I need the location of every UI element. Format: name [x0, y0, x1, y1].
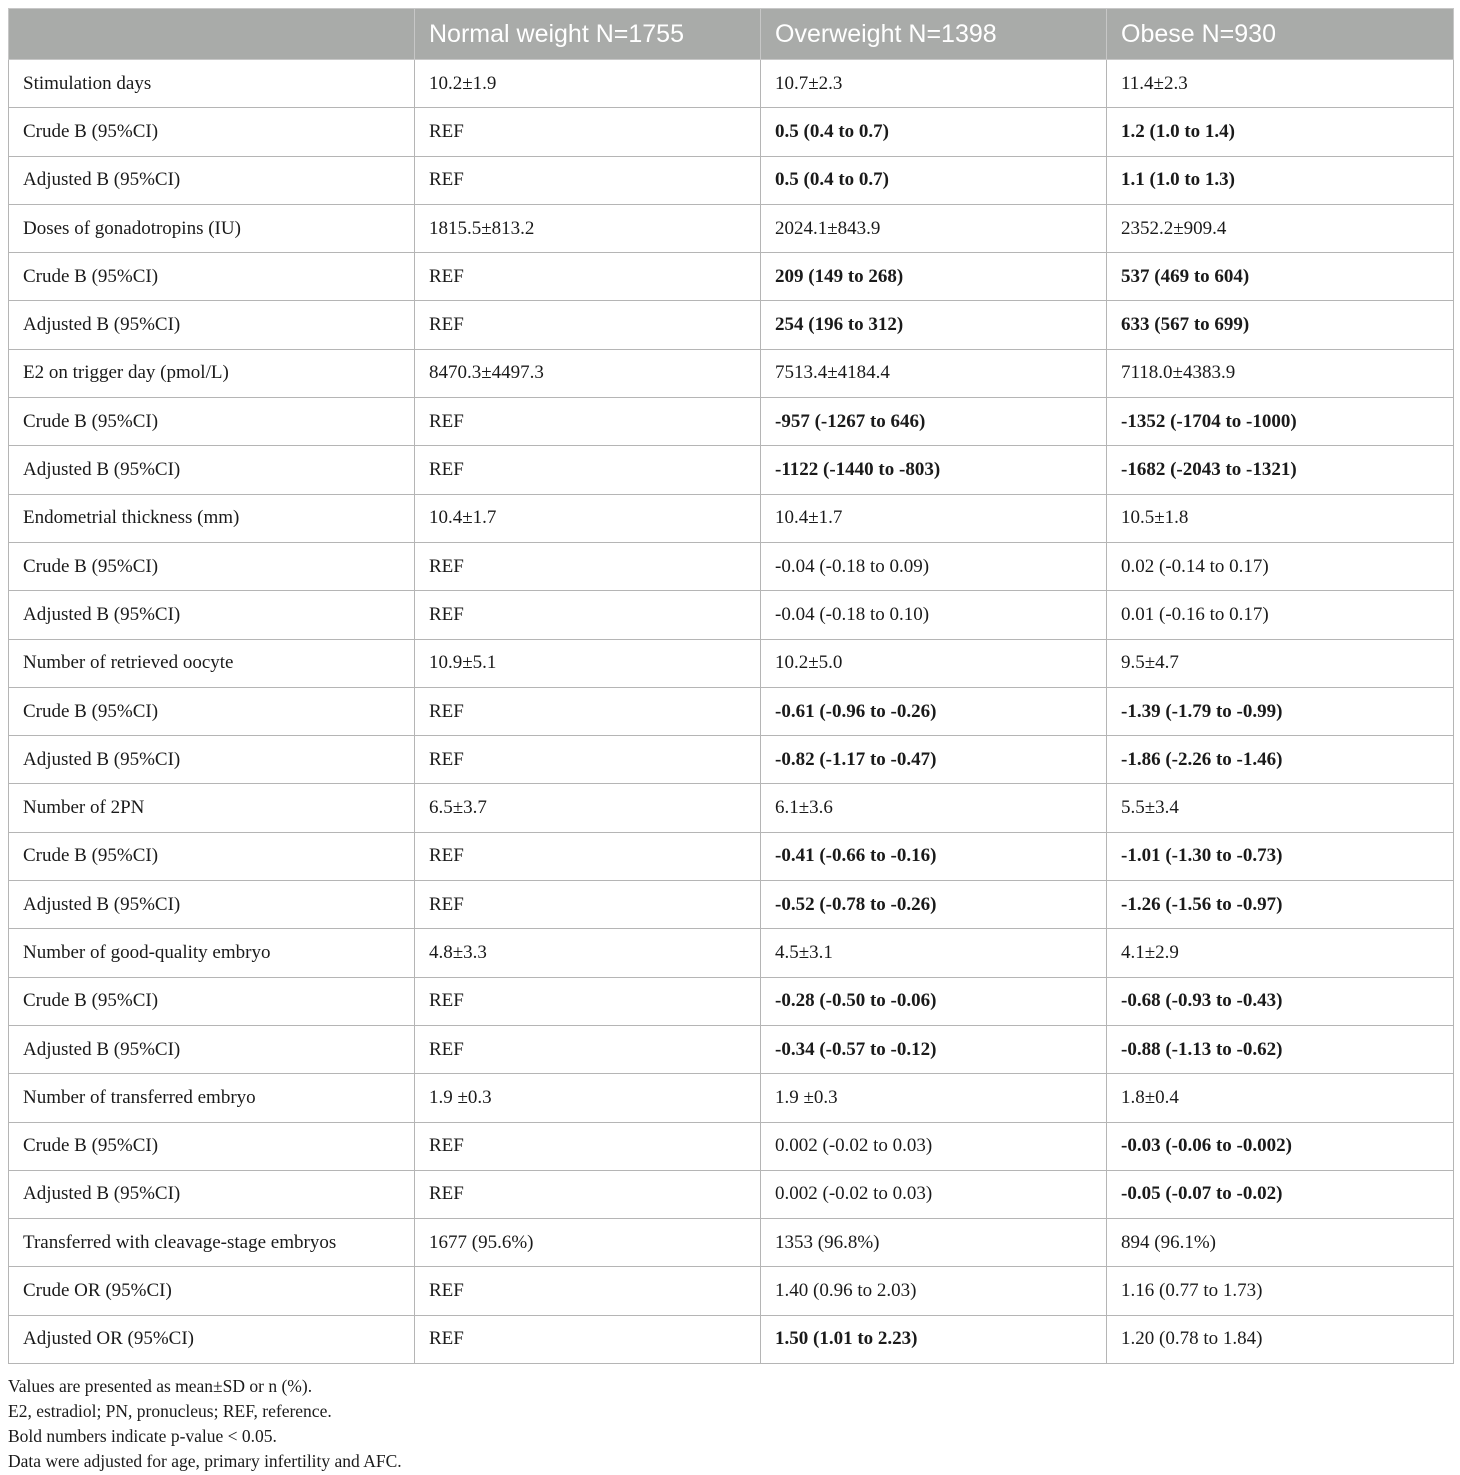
cell-overweight: 1.9 ±0.3	[761, 1074, 1107, 1122]
footnote: Data were adjusted for age, primary infertility and AFC.	[8, 1451, 402, 1472]
table-row	[9, 1315, 1454, 1363]
table-row	[9, 881, 1454, 929]
cell-overweight: -0.82 (-1.17 to -0.47)	[761, 736, 1107, 784]
cell-normal-weight: REF	[415, 1122, 761, 1170]
cell-overweight: 7513.4±4184.4	[761, 349, 1107, 397]
row-label: Crude OR (95%CI)	[9, 1267, 415, 1315]
cell-normal-weight: 1815.5±813.2	[415, 204, 761, 252]
cell-overweight: 10.4±1.7	[761, 494, 1107, 542]
row-label: Adjusted B (95%CI)	[9, 446, 415, 494]
cell-normal-weight: REF	[415, 881, 761, 929]
cell-overweight: -1122 (-1440 to -803)	[761, 446, 1107, 494]
cell-obese: -0.88 (-1.13 to -0.62)	[1107, 1025, 1454, 1073]
cell-normal-weight: 10.4±1.7	[415, 494, 761, 542]
row-label: Endometrial thickness (mm)	[9, 494, 415, 542]
cell-overweight: -0.61 (-0.96 to -0.26)	[761, 687, 1107, 735]
row-label: Number of retrieved oocyte	[9, 639, 415, 687]
cell-normal-weight: REF	[415, 1170, 761, 1218]
cell-normal-weight: 1677 (95.6%)	[415, 1219, 761, 1267]
cell-overweight: 0.002 (-0.02 to 0.03)	[761, 1122, 1107, 1170]
cell-obese: -0.05 (-0.07 to -0.02)	[1107, 1170, 1454, 1218]
table-row	[9, 494, 1454, 542]
row-label: E2 on trigger day (pmol/L)	[9, 349, 415, 397]
row-label: Crude B (95%CI)	[9, 398, 415, 446]
cell-obese: -1682 (-2043 to -1321)	[1107, 446, 1454, 494]
cell-obese: -1.01 (-1.30 to -0.73)	[1107, 832, 1454, 880]
cell-obese: -1352 (-1704 to -1000)	[1107, 398, 1454, 446]
cell-overweight: 209 (149 to 268)	[761, 253, 1107, 301]
table-row	[9, 929, 1454, 977]
table-row	[9, 1219, 1454, 1267]
table-row	[9, 1074, 1454, 1122]
row-label: Doses of gonadotropins (IU)	[9, 204, 415, 252]
cell-normal-weight: 10.9±5.1	[415, 639, 761, 687]
row-label: Stimulation days	[9, 60, 415, 108]
table-row	[9, 591, 1454, 639]
table-row	[9, 156, 1454, 204]
cell-obese: 7118.0±4383.9	[1107, 349, 1454, 397]
row-label: Adjusted B (95%CI)	[9, 736, 415, 784]
table-row	[9, 542, 1454, 590]
row-label: Transferred with cleavage-stage embryos	[9, 1219, 415, 1267]
cell-overweight: 1353 (96.8%)	[761, 1219, 1107, 1267]
row-label: Adjusted B (95%CI)	[9, 156, 415, 204]
row-label: Crude B (95%CI)	[9, 1122, 415, 1170]
cell-overweight: 0.5 (0.4 to 0.7)	[761, 108, 1107, 156]
cell-overweight: -0.41 (-0.66 to -0.16)	[761, 832, 1107, 880]
cell-overweight: 1.50 (1.01 to 2.23)	[761, 1315, 1107, 1363]
table-row	[9, 1170, 1454, 1218]
cell-obese: -1.39 (-1.79 to -0.99)	[1107, 687, 1454, 735]
cell-overweight: 1.40 (0.96 to 2.03)	[761, 1267, 1107, 1315]
cell-overweight: -0.52 (-0.78 to -0.26)	[761, 881, 1107, 929]
cell-overweight: 10.7±2.3	[761, 60, 1107, 108]
cell-obese: -1.86 (-2.26 to -1.46)	[1107, 736, 1454, 784]
cell-obese: 894 (96.1%)	[1107, 1219, 1454, 1267]
table-row	[9, 1267, 1454, 1315]
row-label: Number of 2PN	[9, 784, 415, 832]
row-label: Number of good-quality embryo	[9, 929, 415, 977]
cell-overweight: 4.5±3.1	[761, 929, 1107, 977]
cell-normal-weight: REF	[415, 1025, 761, 1073]
cell-obese: 1.1 (1.0 to 1.3)	[1107, 156, 1454, 204]
cell-normal-weight: REF	[415, 977, 761, 1025]
cell-normal-weight: REF	[415, 301, 761, 349]
row-label: Crude B (95%CI)	[9, 832, 415, 880]
cell-overweight: -0.04 (-0.18 to 0.09)	[761, 542, 1107, 590]
cell-normal-weight: 8470.3±4497.3	[415, 349, 761, 397]
cell-overweight: -0.04 (-0.18 to 0.10)	[761, 591, 1107, 639]
table-row	[9, 639, 1454, 687]
row-label: Crude B (95%CI)	[9, 108, 415, 156]
cell-overweight: -957 (-1267 to 646)	[761, 398, 1107, 446]
cell-obese: -0.68 (-0.93 to -0.43)	[1107, 977, 1454, 1025]
cell-obese: -0.03 (-0.06 to -0.002)	[1107, 1122, 1454, 1170]
cell-normal-weight: REF	[415, 156, 761, 204]
table-body	[9, 60, 1454, 1364]
cell-normal-weight: REF	[415, 446, 761, 494]
cell-normal-weight: REF	[415, 736, 761, 784]
table-row	[9, 398, 1454, 446]
cell-obese: 2352.2±909.4	[1107, 204, 1454, 252]
cell-obese: 5.5±3.4	[1107, 784, 1454, 832]
cell-overweight: 2024.1±843.9	[761, 204, 1107, 252]
row-label: Adjusted B (95%CI)	[9, 1025, 415, 1073]
cell-overweight: -0.34 (-0.57 to -0.12)	[761, 1025, 1107, 1073]
row-label: Crude B (95%CI)	[9, 542, 415, 590]
row-label: Adjusted B (95%CI)	[9, 1170, 415, 1218]
cell-normal-weight: REF	[415, 832, 761, 880]
cell-normal-weight: REF	[415, 1267, 761, 1315]
table-row	[9, 832, 1454, 880]
footnote: Bold numbers indicate p-value < 0.05.	[8, 1426, 277, 1447]
row-label: Number of transferred embryo	[9, 1074, 415, 1122]
cell-normal-weight: REF	[415, 108, 761, 156]
cell-overweight: 254 (196 to 312)	[761, 301, 1107, 349]
cell-normal-weight: REF	[415, 253, 761, 301]
cell-normal-weight: REF	[415, 591, 761, 639]
header-cell-normal-weight: Normal weight N=1755	[415, 9, 761, 60]
cell-obese: 11.4±2.3	[1107, 60, 1454, 108]
cell-obese: 9.5±4.7	[1107, 639, 1454, 687]
cell-normal-weight: REF	[415, 1315, 761, 1363]
table-row	[9, 253, 1454, 301]
cell-normal-weight: REF	[415, 542, 761, 590]
table-row	[9, 1122, 1454, 1170]
row-label: Adjusted B (95%CI)	[9, 591, 415, 639]
header-cell-label	[9, 9, 415, 60]
footnotes	[8, 1374, 1453, 1474]
row-label: Adjusted B (95%CI)	[9, 881, 415, 929]
row-label: Crude B (95%CI)	[9, 687, 415, 735]
footnote: Values are presented as mean±SD or n (%).	[8, 1376, 313, 1397]
table-row	[9, 204, 1454, 252]
cell-normal-weight: 10.2±1.9	[415, 60, 761, 108]
cell-overweight: 10.2±5.0	[761, 639, 1107, 687]
cell-obese: 1.20 (0.78 to 1.84)	[1107, 1315, 1454, 1363]
table-row	[9, 301, 1454, 349]
cell-obese: 4.1±2.9	[1107, 929, 1454, 977]
table-row	[9, 977, 1454, 1025]
cell-obese: 1.8±0.4	[1107, 1074, 1454, 1122]
row-label: Crude B (95%CI)	[9, 253, 415, 301]
cell-obese: 633 (567 to 699)	[1107, 301, 1454, 349]
table-row	[9, 687, 1454, 735]
cell-obese: 1.2 (1.0 to 1.4)	[1107, 108, 1454, 156]
row-label: Adjusted OR (95%CI)	[9, 1315, 415, 1363]
row-label: Adjusted B (95%CI)	[9, 301, 415, 349]
cell-obese: -1.26 (-1.56 to -0.97)	[1107, 881, 1454, 929]
cell-normal-weight: 6.5±3.7	[415, 784, 761, 832]
cell-obese: 1.16 (0.77 to 1.73)	[1107, 1267, 1454, 1315]
cell-normal-weight: 1.9 ±0.3	[415, 1074, 761, 1122]
table-row	[9, 349, 1454, 397]
table-row	[9, 60, 1454, 108]
header-row	[9, 9, 1454, 60]
cell-overweight: 0.002 (-0.02 to 0.03)	[761, 1170, 1107, 1218]
header-cell-overweight: Overweight N=1398	[761, 9, 1107, 60]
cell-obese: 0.02 (-0.14 to 0.17)	[1107, 542, 1454, 590]
footnote: E2, estradiol; PN, pronucleus; REF, reference.	[8, 1401, 332, 1422]
cell-overweight: 0.5 (0.4 to 0.7)	[761, 156, 1107, 204]
table-row	[9, 1025, 1454, 1073]
cell-obese: 10.5±1.8	[1107, 494, 1454, 542]
header-cell-obese: Obese N=930	[1107, 9, 1454, 60]
cell-normal-weight: REF	[415, 398, 761, 446]
table-container	[8, 8, 1453, 1474]
cell-normal-weight: 4.8±3.3	[415, 929, 761, 977]
table-row	[9, 108, 1454, 156]
results-table	[8, 8, 1454, 1364]
cell-overweight: -0.28 (-0.50 to -0.06)	[761, 977, 1107, 1025]
cell-obese: 0.01 (-0.16 to 0.17)	[1107, 591, 1454, 639]
row-label: Crude B (95%CI)	[9, 977, 415, 1025]
table-row	[9, 784, 1454, 832]
cell-normal-weight: REF	[415, 687, 761, 735]
cell-overweight: 6.1±3.6	[761, 784, 1107, 832]
cell-obese: 537 (469 to 604)	[1107, 253, 1454, 301]
table-row	[9, 446, 1454, 494]
table-row	[9, 736, 1454, 784]
